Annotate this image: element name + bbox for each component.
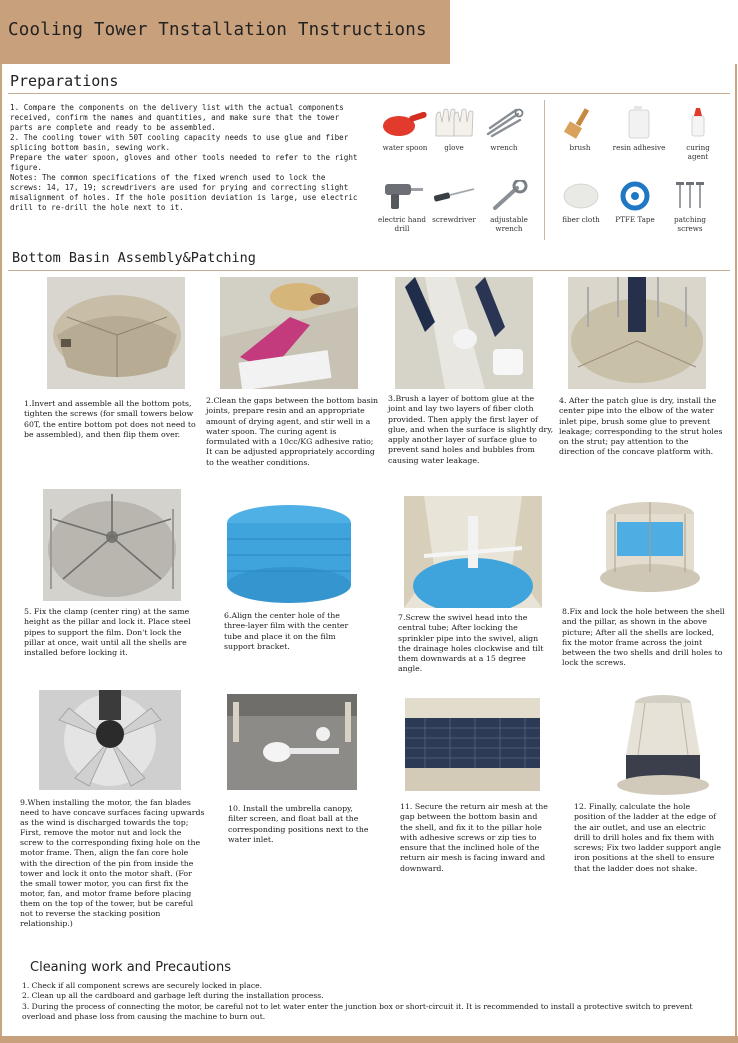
screwdriver-icon	[430, 180, 478, 212]
photo-fiber-cloth	[395, 277, 533, 389]
preparations-text	[10, 103, 362, 213]
fiber-cloth-icon	[561, 180, 601, 212]
tools-figure	[372, 100, 732, 245]
tool-water-spoon: water spoon	[374, 106, 436, 152]
resin-adhesive-icon	[619, 106, 659, 140]
adjustable-wrench-icon	[487, 180, 531, 212]
step-3: 3.Brush a layer of bottom glue at the joint and lay two layers of fiber cloth provided. Then apply the first layer of glue, and when the surface is slightly dry, apply another layer of surface glue to prevent sand holes and bubbles from causing water leakage.	[388, 394, 554, 465]
tools-divider	[544, 100, 545, 240]
step-6: 6.Align the center hole of the three-layer film with the center tube and place it on the film support bracket.	[224, 611, 349, 651]
cleaning-item: 1. Check if all component screws are securely locked in place.	[22, 981, 263, 990]
cleaning-item: 2. Clean up all the cardboard and garbage left during the installation process.	[22, 991, 324, 1001]
tool-screwdriver: screwdriver	[428, 180, 480, 224]
tool-electric-drill: electric hand drill	[374, 180, 430, 233]
cleaning-title: Cleaning work and Precautions	[30, 960, 232, 975]
tool-patching-screws: patching screws	[666, 180, 714, 233]
brush-icon	[560, 106, 600, 140]
step-1: 1.Invert and assemble all the bottom pots, tighten the screws (for small towers below 60T, the entire bottom pot does not need to be assembled), and then flip them over.	[24, 399, 196, 439]
page-title: Cooling Tower Tnstallation Tnstructions	[8, 20, 427, 40]
photo-bottom-pots	[47, 277, 185, 389]
step-7: 7.Screw the swivel head into the central tube; After locking the sprinkler pipe into the swivel, align the drainage holes clockwise and tilt them downwards at a 15 degree angle.	[398, 613, 544, 674]
step-12: 12. Finally, calculate the hole position of the ladder at the edge of the air outlet, and use an electric drill to drill holes and fix them with screws; Fix two ladder support angle iron positions at the shell to ensure that the ladder does not shake.	[574, 802, 721, 873]
cleaning-item: 3. During the process of connecting the motor, be careful not to let water enter the junction box or short-circuit it. It is recommended to install a protective switch to prevent overload and phase loss from causing the machine to burn out.	[22, 1001, 693, 1022]
curing-agent-icon	[683, 106, 713, 140]
prep-paragraph: 2. The cooling tower with 50T cooling capacity needs to use glue and fiber splicing bottom basin, sewing work.	[10, 133, 349, 152]
photo-swivel-head	[404, 496, 542, 608]
photo-motor-fan	[39, 690, 181, 790]
step-2: 2.Clean the gaps between the bottom basin joints, prepare resin and an appropriate amount of drying agent, and stir well in a water spoon. The curing agent is formulated with a 10cc/KG adhesive ratio; It can be adjusted appropriately according to the weather conditions.	[206, 396, 379, 467]
wrench-icon	[482, 106, 526, 140]
photo-umbrella-canopy	[227, 694, 357, 790]
step-8: 8.Fix and lock the hole between the shell and the pillar, as shown in the above picture; After all the shells are locked, fix the motor frame across the joint between the two shells and drill holes to lock the screws.	[562, 607, 725, 668]
step-11: 11. Secure the return air mesh at the gap between the bottom basin and the shell, and fix it to the pillar hole with adhesive screws or zip ties to ensure that the inclined hole of the return air mesh is facing inward and downward.	[400, 802, 548, 873]
right-border	[735, 64, 737, 1036]
step-9: 9.When installing the motor, the fan blades need to have concave surfaces facing upwards as the wind is discharged towards the top; First, remove the motor nut and lock the screw to the corresponding fixing hole on the motor frame. Then, align the fan core hole with the direction of the pin from inside the tower and lock it onto the motor shaft. (For the small tower motor, you can first fix the motor, fan, and motor frame before placing them on the top of the tower, but be careful not to reverse the stacking position relationship.)	[20, 798, 205, 929]
prep-paragraph: 1. Compare the components on the delivery list with the actual components received, confirm the names and quantities, and make sure that the tower parts are complete and ready to be assembled.	[10, 103, 344, 132]
electric-drill-icon	[377, 180, 427, 212]
step-5: 5. Fix the clamp (center ring) at the same height as the pillar and lock it. Place steel pipes to support the film. Don't lock the pillar at once, wait until all the shells are installed before locking it.	[24, 607, 191, 658]
prep-paragraph: Notes: The common specifications of the fixed wrench used to lock the screws: 14, 17, 19; screwdrivers are used for prying and correcting slight misalignment of holes. If the hole position deviation is large, use electric drill to re-drill the hole next to it.	[10, 173, 358, 212]
assembly-title: Bottom Basin Assembly&Patching	[12, 250, 256, 266]
photo-finished-tower	[610, 691, 716, 797]
tool-adjustable-wrench: adjustable wrench	[478, 180, 540, 233]
preparations-title: Preparations	[10, 72, 119, 90]
section-divider	[8, 270, 730, 271]
photo-film	[222, 499, 356, 607]
water-spoon-icon	[381, 106, 429, 140]
photo-return-air-mesh	[405, 698, 540, 791]
tool-curing-agent: curing agent	[676, 106, 720, 161]
ptfe-tape-icon	[615, 180, 655, 212]
tool-resin-adhesive: resin adhesive	[602, 106, 676, 152]
tool-glove: glove	[432, 106, 476, 152]
title-banner	[0, 0, 450, 64]
section-divider	[8, 93, 730, 94]
tool-fiber-cloth: fiber cloth	[556, 180, 606, 224]
bottom-bar	[0, 1036, 738, 1043]
photo-clean-gaps	[220, 277, 358, 389]
photo-clamp	[43, 489, 181, 601]
photo-shell-pillar	[595, 492, 705, 604]
step-4: 4. After the patch glue is dry, install the center pipe into the elbow of the water inlet pipe, brush some glue to prevent leakage; corresponding to the strut holes on the strut; pay attention to the direction of the concave platform with.	[559, 396, 723, 457]
glove-icon	[432, 106, 476, 140]
cleaning-text	[22, 981, 722, 1023]
step-10: 10. Install the umbrella canopy, filter screen, and float ball at the corresponding positions next to the water inlet.	[228, 804, 369, 844]
tool-ptfe-tape: PTFE Tape	[610, 180, 660, 224]
prep-paragraph: Prepare the water spoon, gloves and other tools needed to refer to the right figure.	[10, 153, 358, 172]
photo-center-pipe	[568, 277, 706, 389]
tool-brush: brush	[558, 106, 602, 152]
patching-screws-icon	[672, 180, 708, 212]
left-border	[0, 64, 2, 1036]
tool-wrench: wrench	[476, 106, 532, 152]
